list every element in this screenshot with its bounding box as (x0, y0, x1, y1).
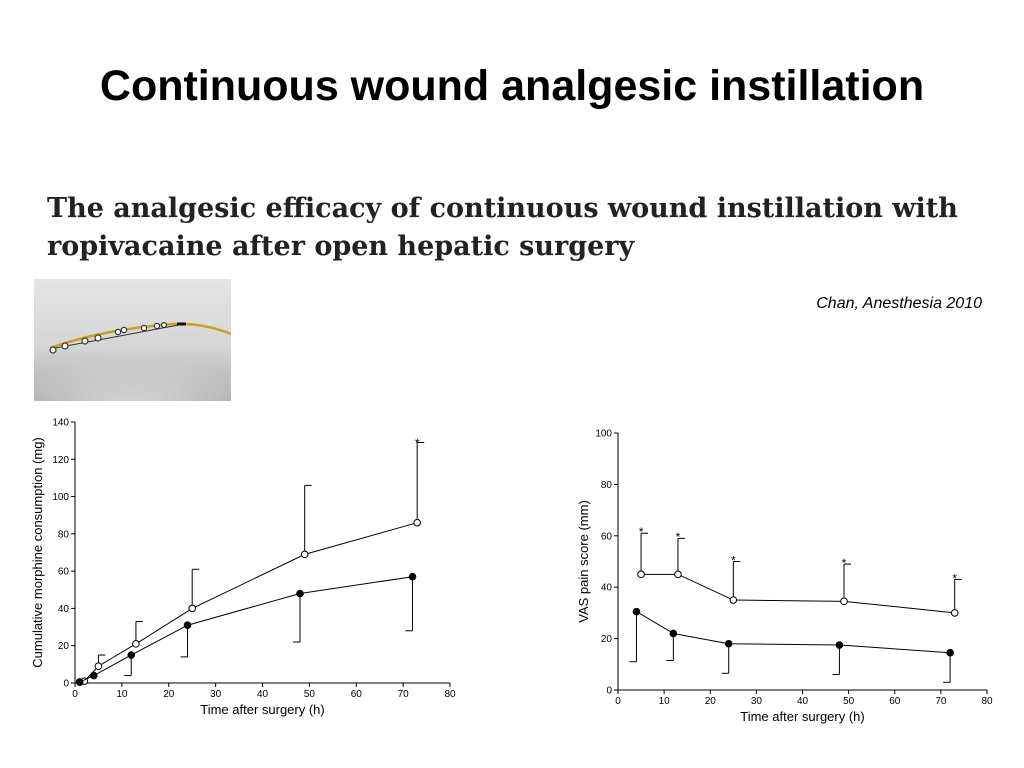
y-tick-label: 80 (600, 479, 612, 491)
significance-marker: * (638, 525, 644, 540)
x-tick-label: 60 (350, 689, 362, 700)
y-tick-label: 40 (57, 603, 69, 615)
y-tick-label: 60 (600, 531, 612, 543)
citation: Chan, Anesthesia 2010 (816, 295, 982, 312)
x-tick-label: 20 (163, 689, 175, 700)
y-tick-label: 0 (606, 685, 612, 697)
y-axis-label: VAS pain score (mm) (576, 500, 591, 623)
filled-circle-point (633, 608, 640, 615)
morphine-chart (0, 410, 470, 730)
significance-marker: * (952, 571, 958, 586)
y-tick-label: 100 (595, 428, 612, 440)
vas-chart (570, 420, 1010, 740)
x-tick-label: 70 (397, 689, 409, 700)
y-tick-label: 140 (52, 417, 69, 429)
open-circle-point (675, 571, 682, 578)
x-tick-label: 80 (444, 689, 456, 700)
series-line (641, 574, 955, 613)
open-circle-point (414, 519, 421, 526)
y-axis-label: Cumulative morphine consumption (mg) (30, 437, 45, 668)
slide-title: Continuous wound analgesic instillation (99, 62, 925, 110)
significance-marker: * (841, 555, 847, 570)
x-tick-label: 10 (116, 689, 128, 700)
significance-marker: * (675, 530, 681, 545)
x-tick-label: 40 (796, 696, 809, 707)
filled-circle-point (90, 672, 97, 679)
open-circle-point (638, 571, 645, 578)
open-circle-point (841, 598, 848, 605)
open-circle-point (951, 610, 958, 617)
filled-circle-point (947, 649, 954, 656)
open-circle-point (95, 663, 102, 670)
x-tick-label: 30 (210, 689, 222, 700)
filled-circle-point (184, 622, 191, 629)
x-tick-label: 30 (750, 696, 762, 707)
y-tick-label: 0 (63, 678, 69, 690)
paper-title (47, 190, 1007, 266)
catheter-photo (34, 279, 231, 401)
filled-circle-point (670, 630, 677, 637)
y-tick-label: 60 (57, 566, 69, 578)
significance-marker: * (414, 435, 420, 450)
paper-title-line-1: The analgesic efficacy of continuous wound instillation with (47, 193, 958, 224)
x-tick-label: 20 (704, 696, 716, 707)
x-tick-label: 70 (935, 696, 947, 707)
x-tick-label: 60 (889, 696, 901, 707)
filled-circle-point (76, 679, 83, 686)
filled-circle-point (836, 642, 843, 649)
series-line (636, 612, 950, 653)
filled-circle-point (128, 652, 135, 659)
y-tick-label: 20 (57, 641, 69, 653)
filled-circle-point (725, 640, 732, 647)
paper-title-line-2: ropivacaine after open hepatic surgery (47, 231, 635, 262)
filled-circle-point (297, 590, 304, 597)
y-tick-label: 40 (600, 582, 612, 594)
x-tick-label: 50 (303, 689, 315, 700)
y-tick-label: 100 (52, 492, 69, 504)
x-tick-label: 40 (256, 689, 269, 700)
x-tick-label: 0 (72, 689, 78, 700)
open-circle-point (730, 597, 737, 604)
open-circle-point (189, 605, 196, 612)
open-circle-point (133, 641, 140, 648)
y-tick-label: 20 (600, 634, 612, 646)
x-tick-label: 80 (981, 696, 993, 707)
y-tick-label: 80 (57, 529, 69, 541)
significance-marker: * (730, 553, 736, 568)
x-axis-label: Time after surgery (h) (740, 709, 865, 724)
x-tick-label: 50 (843, 696, 855, 707)
series-line (80, 577, 413, 682)
filled-circle-point (409, 573, 416, 580)
x-tick-label: 10 (658, 696, 670, 707)
open-circle-point (301, 551, 308, 558)
x-axis-label: Time after surgery (h) (200, 702, 325, 717)
x-tick-label: 0 (615, 696, 621, 707)
y-tick-label: 120 (52, 454, 69, 466)
